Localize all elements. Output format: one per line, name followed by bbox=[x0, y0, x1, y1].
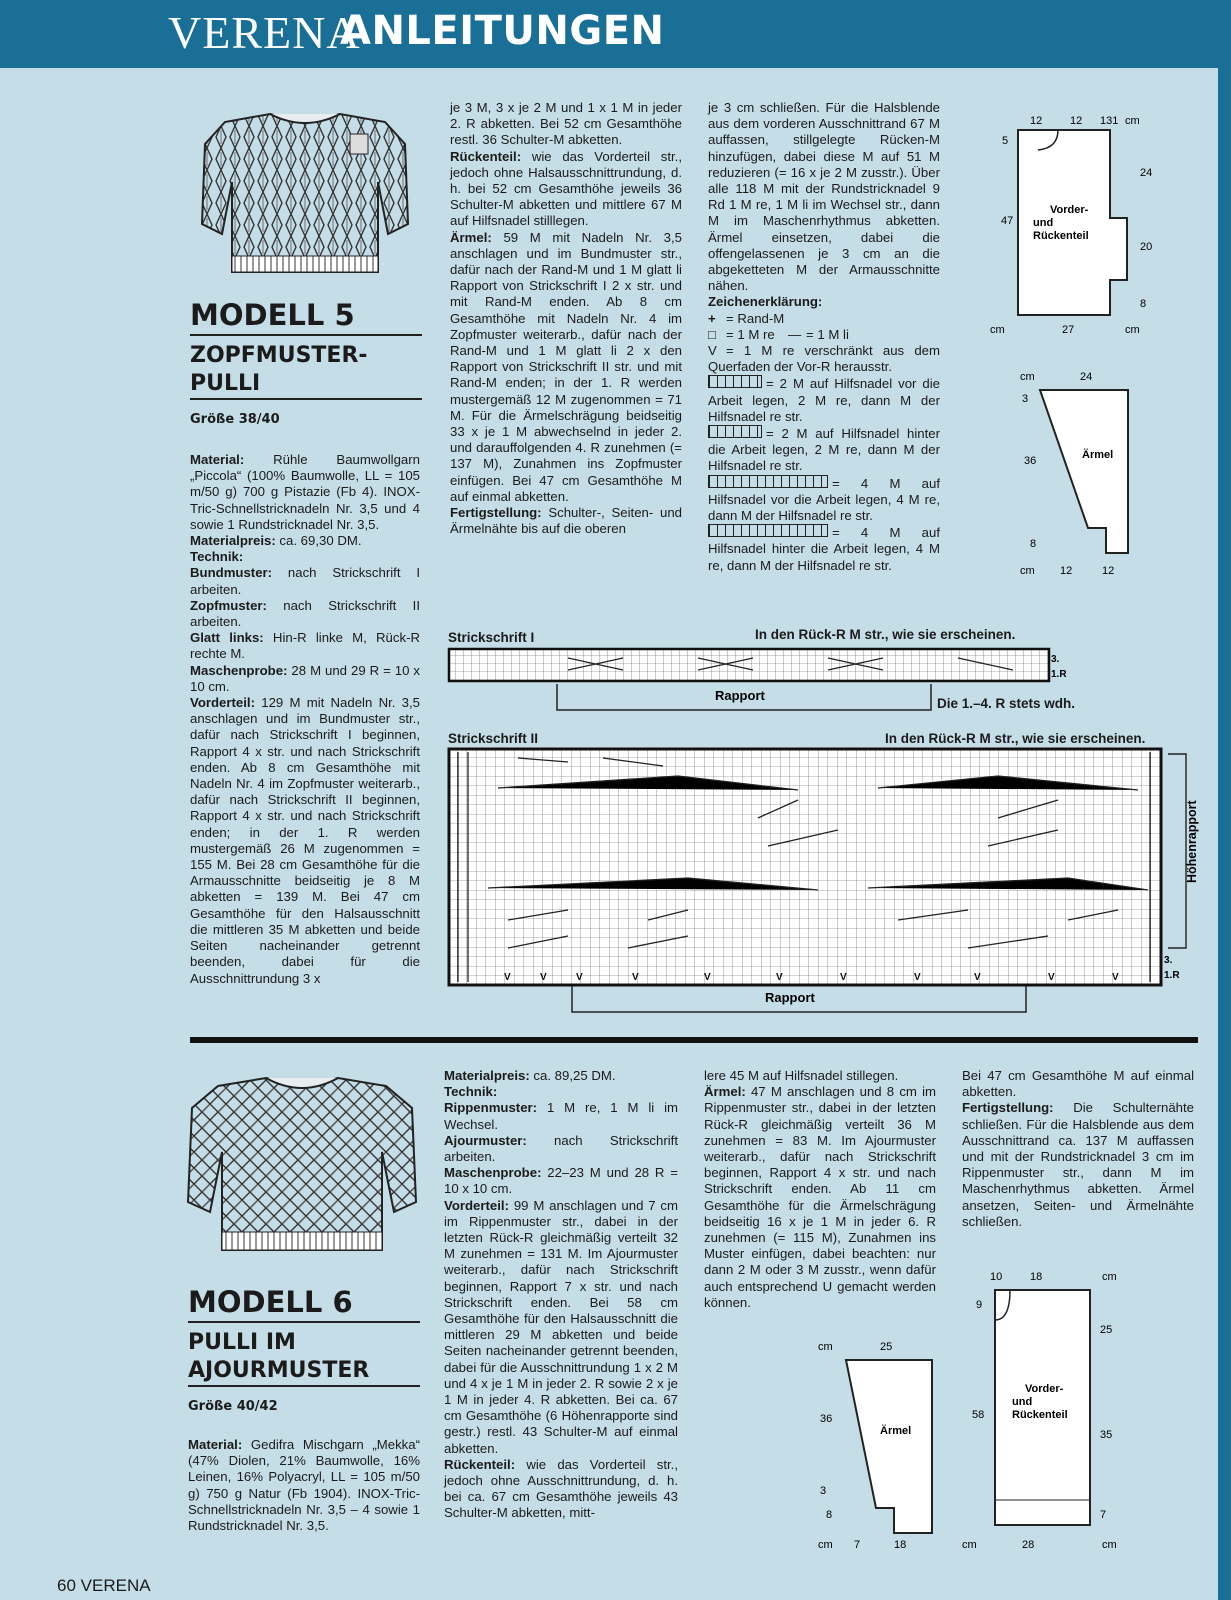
cable-symbol-icon bbox=[708, 524, 828, 537]
svg-text:V: V bbox=[914, 972, 921, 983]
paragraph: je 3 M, 3 x je 2 M und 1 x 1 M in jeder 2. R abketten. Bei 52 cm Gesamthöhe restl. 36 Schulter-M abketten. bbox=[450, 100, 682, 148]
svg-text:12: 12 bbox=[1070, 115, 1083, 127]
model6-column-4 bbox=[962, 1068, 1194, 1230]
svg-text:12: 12 bbox=[1102, 565, 1115, 577]
section-divider bbox=[190, 1037, 1198, 1043]
paragraph: Material: Rühle Baumwollgarn „Piccola“ (100% Baumwolle, LL = 105 m/50 g) 700 g Pistazie (Fb 4). INOX-Tric-Schnellstricknadeln Nr. 3,5 und 4 sowie 1 Rundstricknadel Nr. 3,5. bbox=[190, 452, 420, 532]
paragraph: Zeichenerklärung: bbox=[708, 294, 823, 310]
legend-re-li: □ = 1 M re — = 1 M li bbox=[708, 326, 849, 342]
paragraph: Technik: bbox=[190, 549, 244, 565]
svg-text:und: und bbox=[1033, 217, 1054, 229]
legend-cable-4-front: = 4 M auf Hilfsnadel vor die Arbeit legen, 4 M re, dann M der Hilfsnadel re str. bbox=[708, 475, 940, 524]
model5-sleeve-schema bbox=[1000, 368, 1150, 578]
model6-name-line1: PULLI IM bbox=[188, 1330, 296, 1355]
svg-text:cm: cm bbox=[1020, 371, 1035, 383]
paragraph: lere 45 M auf Hilfsnadel stillegen. bbox=[704, 1068, 899, 1083]
chart1-grid bbox=[448, 648, 1067, 682]
svg-text:V: V bbox=[974, 972, 981, 983]
paragraph: Vorderteil: 129 M mit Nadeln Nr. 3,5 anschlagen und im Bundmuster str., dafür nach Strickschrift I beginnen, Rapport 4 x str. und nach Strickschrift enden. Ab 8 cm Gesamthöhe mit Nadeln Nr. 4 im Zopfmuster weiterarb., dafür nach Strickschrift II beginnen, Rapport 4 x str. und nach Strickschrift enden; in der 1. R werden mustergemäß 26 M zugenommen = 155 M. Bei 28 cm Gesamthöhe für die Armausschnitte beidseitig je 8 M abketten = 139 M. Bei 47 cm Gesamthöhe für den Halsausschnitt die mittleren 35 M abketten und beide Seiten nacheinander getrennt beenden, dabei für die Ausschnittrundung 3 x bbox=[190, 695, 420, 986]
paragraph: je 3 cm schließen. Für die Halsblende aus dem vorderen Ausschnittrand 67 M auffassen, stillgelegte Rücken-M hinzufügen, dabei diese M auf 51 M reduzieren (= 16 x je 2 M zusstr.). Über alle 118 M mit der Rundstricknadel 9 Rd 1 M re, 1 M li im Wechsel str., dann M im Maschenrhythmus abketten. Ärmel einsetzen, dabei die offengelassenen je 3 cm an die abgeketteten M der Armausschnitte nähen. bbox=[708, 100, 940, 294]
model6-name-line2: AJOURMUSTER bbox=[188, 1357, 420, 1387]
svg-text:25: 25 bbox=[880, 1341, 893, 1353]
cable-symbol-icon bbox=[708, 375, 762, 388]
svg-text:36: 36 bbox=[1024, 455, 1037, 467]
svg-text:Höhenrapport: Höhenrapport bbox=[1185, 800, 1199, 883]
paragraph: Maschenprobe: 22–23 M und 28 R = 10 x 10 cm. bbox=[444, 1165, 678, 1197]
svg-text:18: 18 bbox=[1030, 1271, 1043, 1283]
paragraph: Vorderteil: 99 M anschlagen und 7 cm im Rippenmuster str., dabei in der letzten Rück-R gleichmäßig verteilt 32 M zunehmen = 131 M. Im Ajourmuster weiterarb., dafür nach Strickschrift beginnen, Rapport 7 x str. und nach Strickschrift enden. Bei 58 cm Gesamthöhe für den Halsausschnitt die mittleren 29 M abketten und beide Seiten nacheinander getrennt beenden, dabei für die Ausschnittrundung 1 x 2 M und 4 x je 1 M in jeder 2. R sowie 2 x je 1 M in jeder 4. R abketten. Bei ca. 67 cm Gesamthöhe (6 Höhenrapporte sind gestr.) restl. 43 Schulter-M auf einmal abketten. bbox=[444, 1197, 678, 1456]
svg-text:10: 10 bbox=[990, 1271, 1003, 1283]
model5-title-block bbox=[190, 298, 422, 427]
sweater-sketch-model6 bbox=[186, 1072, 418, 1262]
cable-symbol-icon bbox=[708, 425, 762, 438]
svg-text:V: V bbox=[632, 972, 639, 983]
svg-text:Ärmel: Ärmel bbox=[880, 1425, 912, 1437]
svg-text:12: 12 bbox=[1030, 115, 1043, 127]
legend-verschraenkt: V = 1 M re verschränkt aus dem Querfaden der Vor-R herausstr. bbox=[708, 343, 940, 375]
model5-column-3 bbox=[708, 100, 940, 574]
section-title: ANLEITUNGEN bbox=[340, 8, 665, 54]
svg-text:24: 24 bbox=[1080, 371, 1093, 383]
model6-column-2 bbox=[444, 1068, 678, 1522]
paragraph: Bundmuster: nach Strickschrift I arbeiten. bbox=[190, 565, 420, 597]
svg-text:cm: cm bbox=[1125, 115, 1140, 127]
chart2-grid bbox=[448, 748, 1200, 988]
paragraph: Ajourmuster: nach Strickschrift arbeiten. bbox=[444, 1132, 678, 1165]
svg-text:cm: cm bbox=[962, 1539, 977, 1551]
svg-text:7: 7 bbox=[854, 1539, 861, 1551]
svg-text:1.R: 1.R bbox=[1164, 970, 1180, 981]
svg-text:V: V bbox=[840, 972, 847, 983]
page-edge bbox=[1218, 0, 1231, 1600]
model6-column-3 bbox=[704, 1068, 936, 1311]
chart1-repeat-note: Die 1.–4. R stets wdh. bbox=[937, 696, 1076, 711]
legend-cable-2-front: = 2 M auf Hilfsnadel vor die Arbeit legen, 2 M re, dann M der Hilfsnadel re str. bbox=[708, 376, 940, 424]
paragraph: Bei 47 cm Gesamthöhe M auf einmal abketten. bbox=[962, 1068, 1194, 1100]
sweater-sketch-model5 bbox=[200, 104, 410, 284]
svg-text:12: 12 bbox=[1060, 565, 1073, 577]
svg-text:24: 24 bbox=[1140, 167, 1153, 179]
svg-text:3.: 3. bbox=[1051, 654, 1060, 665]
model5-size: Größe 38/40 bbox=[190, 412, 280, 427]
model6-sleeve-schema bbox=[810, 1338, 960, 1553]
model6-size: Größe 40/42 bbox=[188, 1399, 278, 1414]
paragraph: Rückenteil: wie das Vorderteil str., jedoch ohne Halsausschnittrundung, d. h. bei 52 cm Gesamthöhe jeweils 36 Schulter-M abketten und mittlere 67 M auf Hilfsnadel stilllegen. bbox=[450, 148, 682, 229]
legend bbox=[708, 311, 940, 574]
svg-text:7: 7 bbox=[1100, 1509, 1107, 1521]
paragraph: Maschenprobe: 28 M und 29 R = 10 x 10 cm. bbox=[190, 662, 420, 694]
svg-text:8: 8 bbox=[1140, 298, 1147, 310]
chart2-rapport-bracket bbox=[570, 986, 1030, 1016]
chart1-title: Strickschrift I bbox=[448, 630, 535, 645]
header-bar bbox=[0, 0, 1231, 68]
svg-text:47: 47 bbox=[1001, 215, 1014, 227]
model5-column-2 bbox=[450, 100, 682, 537]
svg-text:Vorder-: Vorder- bbox=[1025, 1383, 1064, 1395]
svg-text:58: 58 bbox=[972, 1409, 985, 1421]
svg-text:18: 18 bbox=[894, 1539, 907, 1551]
svg-text:cm: cm bbox=[818, 1341, 833, 1353]
svg-text:20: 20 bbox=[1140, 241, 1153, 253]
svg-text:3.: 3. bbox=[1164, 955, 1173, 966]
svg-text:cm: cm bbox=[1102, 1539, 1117, 1551]
footer-brand: VERENA bbox=[80, 1576, 151, 1595]
magazine-brand: VERENA bbox=[168, 7, 361, 58]
chart2-note: In den Rück-R M str., wie sie erscheinen. bbox=[885, 731, 1146, 746]
svg-text:Rapport: Rapport bbox=[765, 990, 815, 1005]
svg-text:5: 5 bbox=[1002, 135, 1009, 147]
chart1-note: In den Rück-R M str., wie sie erscheinen. bbox=[755, 627, 1016, 642]
model5-name-line2: PULLI bbox=[190, 370, 422, 400]
svg-text:cm: cm bbox=[990, 324, 1005, 336]
svg-text:9: 9 bbox=[976, 1299, 983, 1311]
model5-name-line1: ZOPFMUSTER- bbox=[190, 343, 368, 368]
model5-column-1 bbox=[190, 452, 420, 987]
paragraph: Technik: bbox=[444, 1084, 498, 1100]
svg-text:1.R: 1.R bbox=[1051, 669, 1067, 680]
svg-text:27: 27 bbox=[1062, 324, 1075, 336]
page-number: 60 bbox=[57, 1576, 76, 1595]
page-footer bbox=[57, 1576, 151, 1596]
paragraph: Fertigstellung: Schulter-, Seiten- und Ärmelnähte bis auf die oberen bbox=[450, 505, 682, 537]
paragraph: Rippenmuster: 1 M re, 1 M li im Wechsel. bbox=[444, 1100, 678, 1132]
svg-text:cm: cm bbox=[818, 1539, 833, 1551]
paragraph: Ärmel: 47 M anschlagen und 8 cm im Rippenmuster str., dabei in der letzten Rück-R gleichmäßig verteilt 36 M zunehmen = 83 M. Im Ajourmuster weiterarb., dafür nach Strickschrift beginnen, Rapport 4 x str. und nach Strickschrift enden. Ab 11 cm Gesamthöhe für die Ärmelschrägung beidseitig 16 x je 1 M in jeder 6. R zunehmen (= 115 M), Zunahmen ins Muster einfügen, dabei beachten: nur dann 2 M oder 3 M zusstr., wenn dafür auch entsprechend U gemacht werden können. bbox=[704, 1084, 936, 1310]
legend-cable-4-back: = 4 M auf Hilfsnadel hinter die Arbeit legen, 4 M re, dann M der Hilfsnadel re str. bbox=[708, 525, 940, 573]
svg-text:Rückenteil: Rückenteil bbox=[1012, 1409, 1068, 1421]
legend-rand: + = Rand-M bbox=[708, 310, 785, 326]
svg-text:28: 28 bbox=[1022, 1539, 1035, 1551]
paragraph: Zopfmuster: nach Strickschrift II arbeiten. bbox=[190, 597, 420, 630]
chart1-rapport-bracket bbox=[555, 684, 935, 714]
paragraph: Rückenteil: wie das Vorderteil str., jedoch ohne Ausschnittrundung, d. h. bei ca. 67 cm Gesamthöhe jeweils 43 Schulter-M abketten, mitt- bbox=[444, 1456, 678, 1521]
paragraph: Fertigstellung: Die Schulternähte schließen. Für die Halsblende aus dem Ausschnittrand ca. 137 M auffassen und mit der Rundstricknadel 3 cm im Rippenmuster str., dann M im Maschenrhythmus abketten. Ärmel ansetzen, Seiten- und Ärmelnähte schließen. bbox=[962, 1100, 1194, 1229]
svg-text:V: V bbox=[576, 972, 583, 983]
paragraph: Materialpreis: ca. 69,30 DM. bbox=[190, 533, 362, 549]
chart2-title: Strickschrift II bbox=[448, 731, 539, 746]
legend-cable-2-back: = 2 M auf Hilfsnadel hinter die Arbeit legen, 2 M re, dann M der Hilfsnadel re str. bbox=[708, 426, 940, 474]
model5-number: MODELL 5 bbox=[190, 298, 422, 336]
svg-text:cm: cm bbox=[1020, 565, 1035, 577]
svg-text:V: V bbox=[1112, 972, 1119, 983]
svg-text:36: 36 bbox=[820, 1413, 833, 1425]
svg-text:25: 25 bbox=[1100, 1324, 1113, 1336]
svg-text:Vorder-: Vorder- bbox=[1050, 204, 1089, 216]
model5-body-schema bbox=[990, 110, 1170, 340]
model6-number: MODELL 6 bbox=[188, 1285, 420, 1323]
svg-text:V: V bbox=[504, 972, 511, 983]
paragraph: Ärmel: 59 M mit Nadeln Nr. 3,5 anschlagen und im Bundmuster str., dafür nach der Rand-M und 1 M glatt li Rapport von Strickschrift I 2 x str. und mit Rand-M enden. Ab 8 cm Gesamthöhe mit Nadeln Nr. 4 im Zopfmuster weiterarb., dafür nach der Rand-M und 1 M glatt li 2 x den Rapport von Strickschrift II str. und mit Rand-M enden; in der 1. R werden mustergemäß 12 M zugenommen = 71 M. Für die Ärmelschrägung beidseitig 33 x je 1 M abwechselnd in jeder 2. und darauffolgenden 4. R zunehmen (= 137 M), Zunahmen ins Zopfmuster einfügen. Bei 47 cm Gesamthöhe M auf einmal abketten. bbox=[450, 229, 682, 504]
svg-text:Rapport: Rapport bbox=[715, 688, 765, 703]
model6-column-1 bbox=[188, 1437, 420, 1534]
svg-text:8: 8 bbox=[1030, 538, 1037, 550]
svg-text:V: V bbox=[540, 972, 547, 983]
cable-symbol-icon bbox=[708, 475, 828, 488]
model6-title-block bbox=[188, 1285, 420, 1414]
svg-text:cm: cm bbox=[1125, 324, 1140, 336]
svg-text:131: 131 bbox=[1100, 115, 1119, 127]
svg-text:3: 3 bbox=[820, 1485, 827, 1497]
svg-text:und: und bbox=[1012, 1396, 1033, 1408]
svg-text:V: V bbox=[704, 972, 711, 983]
svg-text:Rückenteil: Rückenteil bbox=[1033, 230, 1089, 242]
paragraph: Glatt links: Hin-R linke M, Rück-R rechte M. bbox=[190, 630, 420, 662]
svg-text:8: 8 bbox=[826, 1509, 833, 1521]
model6-body-schema bbox=[962, 1268, 1150, 1553]
svg-text:V: V bbox=[776, 972, 783, 983]
paragraph: Material: Gedifra Mischgarn „Mekka“ (47% Diolen, 21% Baumwolle, 16% Leinen, 16% Polyacryl, LL = 105 m/50 g) 750 g Natur (Fb 1904). INOX-Tric-Schnellstricknadeln Nr. 3,5 – 4 sowie 1 Rundstricknadel Nr. 3,5. bbox=[188, 1437, 420, 1534]
svg-text:Ärmel: Ärmel bbox=[1082, 449, 1114, 461]
svg-text:35: 35 bbox=[1100, 1429, 1113, 1441]
svg-text:cm: cm bbox=[1102, 1271, 1117, 1283]
paragraph: Materialpreis: ca. 89,25 DM. bbox=[444, 1068, 616, 1083]
svg-text:V: V bbox=[1048, 972, 1055, 983]
svg-text:3: 3 bbox=[1022, 393, 1029, 405]
